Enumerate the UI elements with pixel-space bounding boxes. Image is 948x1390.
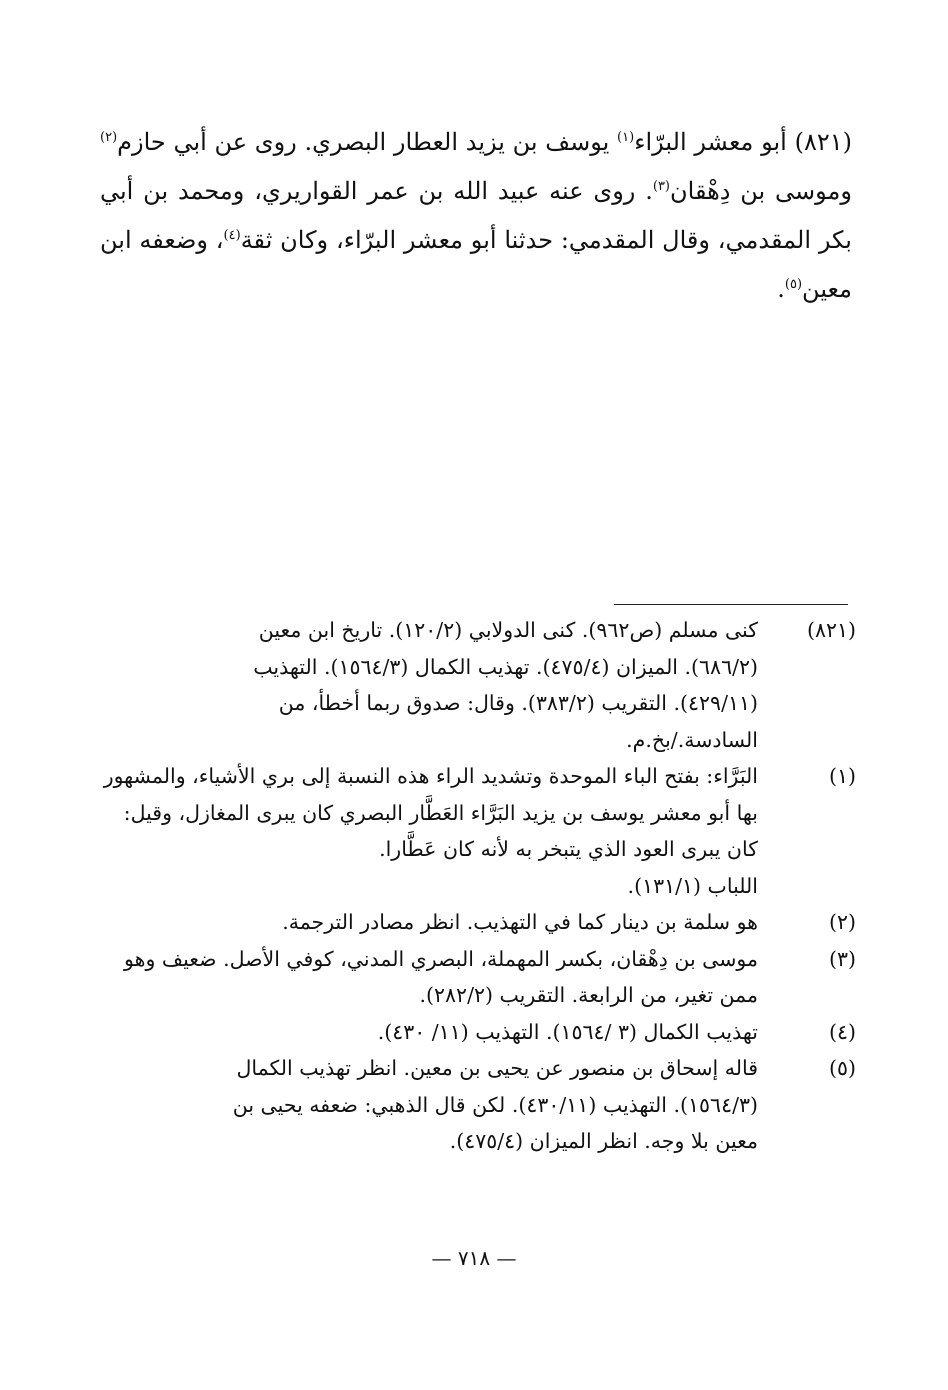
footnote-ref-1[interactable]: (١): [617, 130, 635, 145]
footnote-ref-4[interactable]: (٤): [223, 228, 241, 243]
entry-text: يوسف بن يزيد العطار البصري. روى عن أبي حازم: [117, 128, 618, 156]
footnote-item: [102, 758, 856, 904]
footnote-number: (٣): [828, 946, 856, 971]
entry-number: (٨٢١): [794, 128, 852, 156]
footnote-item: [102, 1014, 856, 1051]
footnote-line: (٤٢٩/١١). التقريب (٣٨٣/٢). وقال: صدوق ربما أخطأ، من: [278, 691, 758, 715]
footnote-text: [102, 904, 758, 941]
entry-paragraph: [100, 118, 852, 314]
footnote-item: [102, 904, 856, 941]
page-number: — ٧١٨ —: [431, 1246, 517, 1270]
footnote-line: اللباب (١٣١/١).: [627, 873, 758, 898]
footnote-line: (٦٨٦/٢). الميزان (٤٧٥/٤). تهذيب الكمال (١٥٦٤/٣). التهذيب: [253, 654, 758, 679]
footnote-line: ممن تغير، من الرابعة. التقريب (٢٨٢/٢).: [419, 983, 758, 1007]
footnotes-section: [102, 612, 856, 1160]
footnote-line: بها أبو معشر يوسف بن يزيد البَرَّاء العَطَّار البصري كان يبرى المغازل، وقيل:: [123, 800, 758, 825]
main-entry: [100, 118, 852, 314]
footnote-line: كنى مسلم (ص٩٦٢). كنى الدولابي (١٢٠/٢). تاريخ ابن معين: [258, 618, 758, 642]
footnote-line: قاله إسحاق بن منصور عن يحيى بن معين. انظر تهذيب الكمال: [236, 1056, 758, 1080]
footnote-line: السادسة./بخ.م.: [626, 727, 758, 752]
footnote-line: (١٥٦٤/٣). التهذيب (٤٣٠/١١). لكن قال الذهبي: ضعفه يحيى بن: [232, 1092, 758, 1117]
footnote-divider: [614, 604, 848, 605]
footnote-line: موسى بن دِهْقان، بكسر المهملة، البصري المدني، كوفي الأصل. ضعيف وهو: [124, 946, 758, 971]
footnote-line: البَرَّاء: بفتح الباء الموحدة وتشديد الراء هذه النسبة إلى بري الأشياء، والمشهور: [103, 764, 758, 788]
footnote-text: [102, 612, 758, 758]
footnote-number: (٥): [828, 1056, 856, 1080]
footnote-line: معين بلا وجه. انظر الميزان (٤٧٥/٤).: [449, 1129, 758, 1153]
footnote-line: تهذيب الكمال (٣ /١٥٦٤). التهذيب (١١/ ٤٣٠).: [377, 1019, 758, 1044]
footnote-ref-3[interactable]: (٣): [652, 179, 670, 194]
entry-text: .: [777, 275, 785, 303]
footnote-line: كان يبرى العود الذي يتبخر به لأنه كان عَطَّارا.: [379, 837, 758, 861]
entry-text: . روى عنه عبيد الله بن عمر القواريري، ومحمد بن أبي بكر المقدمي، وقال المقدمي: حدثنا أبو معشر البرّاء، وكان ثقة: [100, 177, 852, 254]
footnote-number: (٨٢١): [806, 618, 856, 642]
footnote-ref-2[interactable]: (٢): [100, 130, 118, 145]
footnote-text: [102, 941, 758, 1014]
footnote-number: (١): [828, 764, 856, 788]
footnote-item: [102, 1050, 856, 1160]
entry-text: أبو معشر البرّاء: [634, 128, 787, 156]
footnote-number: (٤): [828, 1019, 856, 1044]
entry-text: وموسى بن دِهْقان: [670, 177, 852, 205]
footnote-line: هو سلمة بن دينار كما في التهذيب. انظر مصادر الترجمة.: [282, 910, 758, 934]
entry-text: ، وضعفه ابن معين: [100, 226, 852, 303]
footnote-text: [102, 758, 758, 904]
footnote-item: [102, 941, 856, 1014]
footnote-ref-5[interactable]: (٥): [784, 277, 803, 292]
footnote-text: [102, 1050, 758, 1160]
footnote-number: (٢): [828, 910, 856, 934]
footnote-text: [102, 1014, 758, 1051]
footnote-item: [102, 612, 856, 758]
